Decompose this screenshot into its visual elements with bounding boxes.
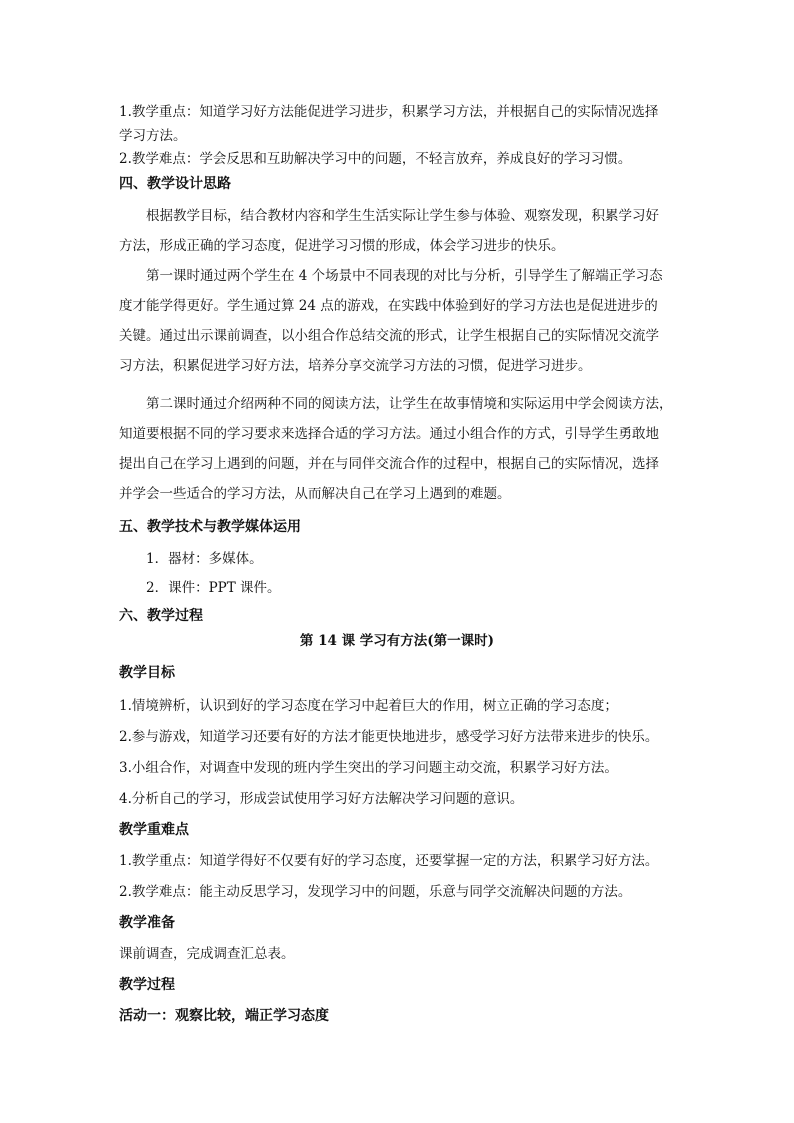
section-4-p1-line-2: 方法，形成正确的学习态度，促进学习习惯的形成，体会学习进步的快乐。 — [119, 238, 565, 254]
lesson-title: 第 14 课 学习有方法(第一课时) — [299, 633, 495, 649]
section-5-heading: 五、教学技术与教学媒体运用 — [119, 519, 301, 535]
focus-item-1-line-1: 1.教学重点：知道学习好方法能促进学习进步，积累学习方法，并根据自己的实际情况选择 — [119, 104, 659, 120]
section-5-item-1: 1．器材：多媒体。 — [146, 551, 263, 567]
goals-heading: 教学目标 — [119, 665, 175, 681]
section-4-p3-line-2: 知道要根据不同的学习要求来选择合适的学习方法。通过小组合作的方式，引导学生勇敢地 — [119, 426, 659, 442]
goal-item-2: 2.参与游戏，知道学习还要有好的方法才能更快地进步，感受学习好方法带来进步的快乐。 — [119, 729, 659, 745]
section-6-heading: 六、教学过程 — [119, 608, 203, 624]
section-4-p1-line-1: 根据教学目标，结合教材内容和学生生活实际让学生参与体验、观察发现，积累学习好 — [146, 208, 659, 224]
focus-item-1-line-2: 学习方法。 — [119, 128, 187, 144]
section-5-item-2: 2．课件：PPT 课件。 — [146, 580, 281, 596]
section-4-p2-line-4: 习方法，积累促进学习好方法，培养分享交流学习方法的习惯，促进学习进步。 — [119, 358, 592, 374]
goal-item-1: 1.情境辨析，认识到好的学习态度在学习中起着巨大的作用，树立正确的学习态度； — [119, 698, 618, 714]
process-heading: 教学过程 — [119, 977, 175, 993]
activity-1-heading: 活动一：观察比较，端正学习态度 — [119, 1008, 329, 1024]
section-4-p2-line-1: 第一课时通过两个学生在 4 个场景中不同表现的对比与分析，引导学生了解端正学习态 — [146, 268, 663, 284]
keypoint-item-1: 1.教学重点：知道学得好不仅要有好的学习态度，还要掌握一定的方法，积累学习好方法。 — [119, 853, 659, 869]
section-4-p2-line-2: 度才能学得更好。学生通过算 24 点的游戏，在实践中体验到好的学习方法也是促进进步的 — [119, 298, 658, 314]
section-4-p3-line-3: 提出自己在学习上遇到的问题，并在与同伴交流合作的过程中，根据自己的实际情况，选择 — [119, 456, 659, 472]
goal-item-3: 3.小组合作，对调查中发现的班内学生突出的学习问题主动交流，积累学习好方法。 — [119, 760, 618, 776]
focus-item-2: 2.教学难点：学会反思和互助解决学习中的问题，不轻言放弃，养成良好的学习习惯。 — [119, 151, 632, 167]
section-4-p3-line-4: 并学会一些适合的学习方法，从而解决自己在学习上遇到的难题。 — [119, 486, 511, 502]
keypoint-item-2: 2.教学难点：能主动反思学习，发现学习中的问题，乐意与同学交流解决问题的方法。 — [119, 884, 632, 900]
prep-heading: 教学准备 — [119, 915, 175, 931]
section-4-p3-line-1: 第二课时通过介绍两种不同的阅读方法，让学生在故事情境和实际运用中学会阅读方法， — [146, 396, 673, 412]
section-4-heading: 四、教学设计思路 — [119, 176, 231, 192]
prep-text: 课前调查，完成调查汇总表。 — [119, 946, 295, 962]
section-4-p2-line-3: 关键。通过出示课前调查，以小组合作总结交流的形式，让学生根据自己的实际情况交流学 — [119, 328, 659, 344]
keypoints-heading: 教学重难点 — [119, 822, 189, 838]
goal-item-4: 4.分析自己的学习，形成尝试使用学习好方法解决学习问题的意识。 — [119, 791, 524, 807]
